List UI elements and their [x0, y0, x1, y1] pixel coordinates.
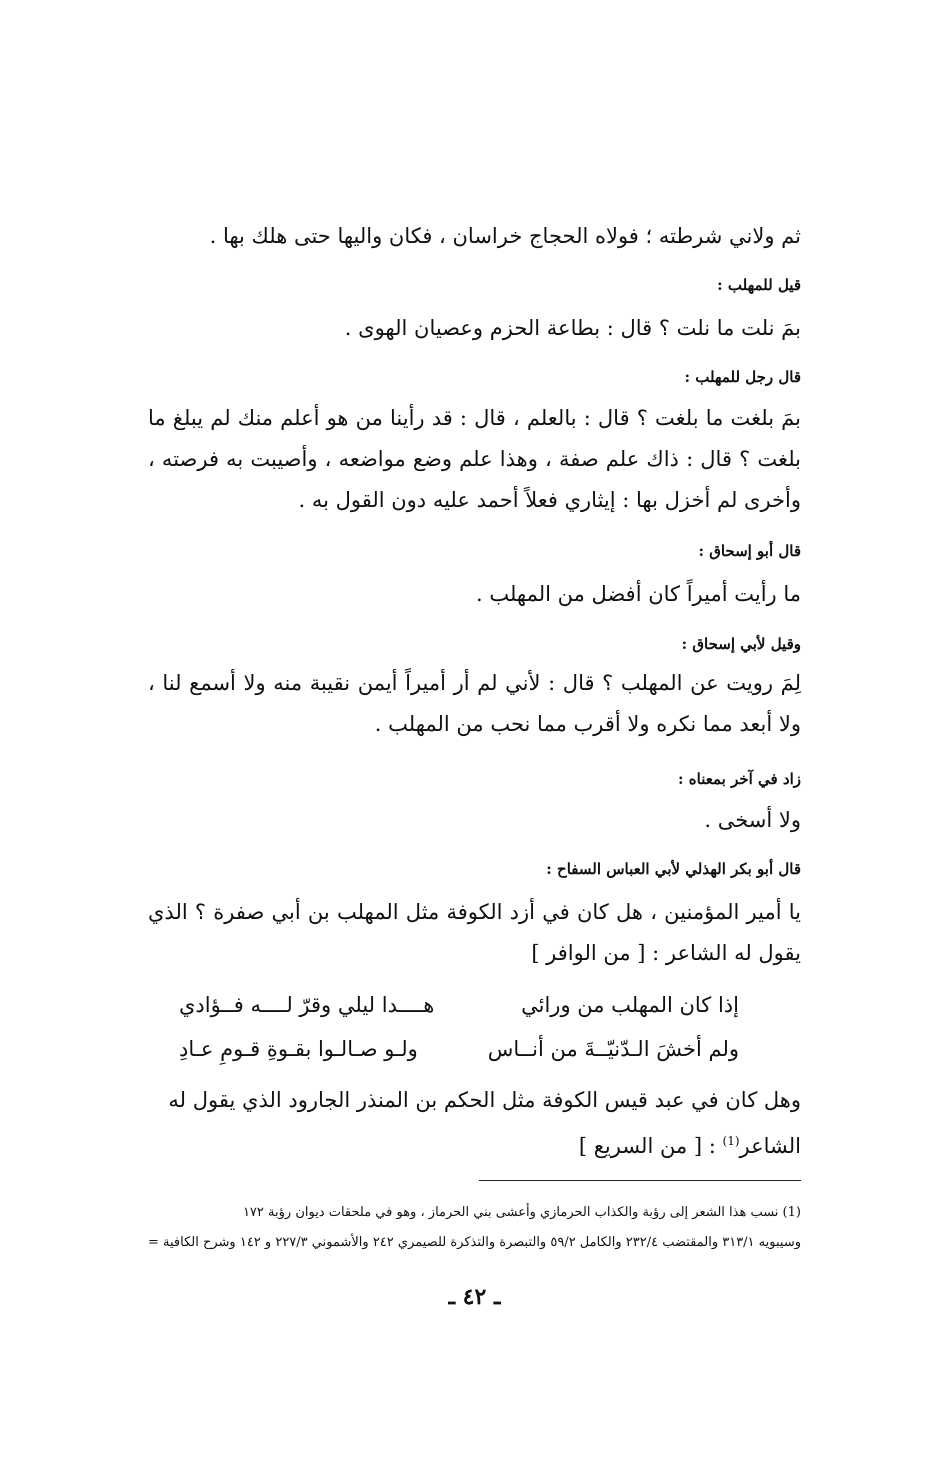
- heading-6: قال أبو بكر الهذلي لأبي العباس السفاح :: [546, 860, 801, 878]
- footnote: [118, 1198, 801, 1258]
- page-number: ـ ٤٢ ـ: [448, 1284, 501, 1310]
- paragraph-8: [148, 1080, 801, 1167]
- paragraph-8-line-2: [148, 1121, 801, 1167]
- footnote-divider: [479, 1180, 801, 1181]
- heading-2: قال رجل للمهلب :: [684, 368, 801, 386]
- meter-label: : [ من السريع ]: [578, 1134, 723, 1158]
- verse-1-first-hemistich: إذا كان المهلب من ورائي: [521, 993, 739, 1017]
- paragraph-8-line-1: وهل كان في عبد قيس الكوفة مثل الحكم بن المنذر الجارود الذي يقول له: [168, 1088, 801, 1112]
- paragraph-4: ما رأيت أميراً كان أفضل من المهلب .: [476, 582, 801, 606]
- footnote-line-2: وسيبويه ٣١٣/١ والمقتضب ٢٣٢/٤ والكامل ٥٩/٢ والتبصرة والتذكرة للصيمري ٢٤٢ والأشموني ٢٢٧/٣ و ١٤٢ وشرح الكافية =: [147, 1235, 801, 1250]
- heading-5: زاد في آخر بمعناه :: [678, 770, 801, 788]
- paragraph-7: يا أمير المؤمنين ، هل كان في أزد الكوفة مثل المهلب بن أبي صفرة ؟ الذي يقول له الشاعر : [ من الوافر ]: [148, 900, 801, 965]
- heading-4: وقيل لأبي إسحاق :: [681, 635, 801, 653]
- paragraph-2: بمَ نلت ما نلت ؟ قال : بطاعة الحزم وعصيان الهوى .: [344, 316, 801, 340]
- heading-1: قيل للمهلب :: [717, 276, 801, 294]
- poet-word: الشاعر: [739, 1134, 801, 1158]
- heading-3: قال أبو إسحاق :: [698, 542, 801, 560]
- poem: [179, 983, 739, 1071]
- paragraph-5: لِمَ رويت عن المهلب ؟ قال : لأني لم أر أميراً أيمن نقيبة منه ولا أسمع لنا ، ولا أبعد مما نكره ولا أقرب مما نحب من المهلب .: [148, 671, 801, 736]
- paragraph-3: بمَ بلغت ما بلغت ؟ قال : بالعلم ، قال : قد رأينا من هو أعلم منك لم يبلغ ما بلغت ؟ قال : ذاك علم صفة ، وهذا علم وضع مواضعه ، وأصيبت به فرصته ، وأخرى لم أخزل بها : إيثاري فعلاً أحمد عليه دون القول به .: [148, 406, 801, 512]
- verse-2-first-hemistich: ولم أخشَ الـدّنيّــةَ من أنــاس: [487, 1037, 739, 1061]
- verse-1-second-hemistich: هــــدا ليلي وقرّ لــــه فــؤادي: [179, 993, 435, 1017]
- footnote-line-1: (1) نسب هذا الشعر إلى رؤبة والكذاب الحرمازي وأعشى بني الحرماز ، وهو في ملحقات ديوان رؤبة ١٧٢: [242, 1205, 801, 1220]
- verse-2-second-hemistich: ولـو صـالـوا بقـوةِ قـومِ عـادِ: [179, 1037, 418, 1061]
- paragraph-6: ولا أسخى .: [704, 808, 801, 832]
- verse-line-1: [179, 983, 739, 1027]
- paragraph-1: ثم ولاني شرطته ؛ فولاه الحجاج خراسان ، فكان واليها حتى هلك بها .: [209, 224, 801, 248]
- verse-line-2: [179, 1027, 739, 1071]
- footnote-marker: (1): [722, 1134, 740, 1148]
